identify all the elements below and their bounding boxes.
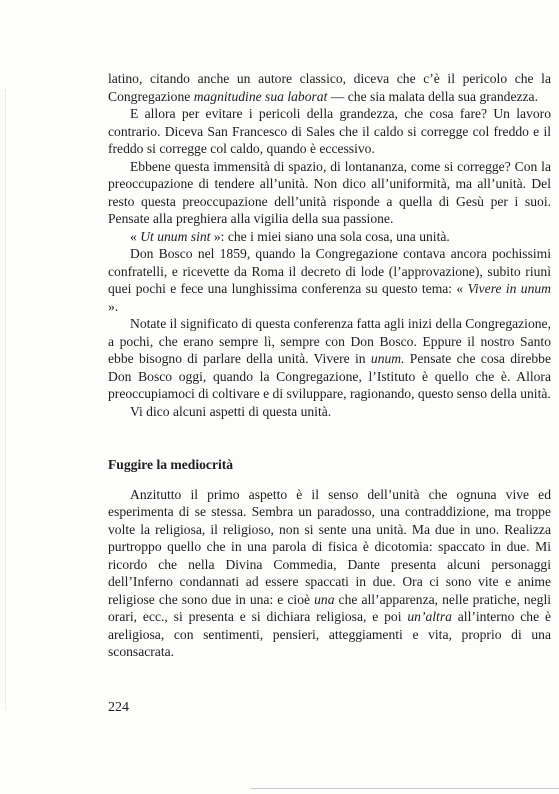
text-run: ». xyxy=(108,298,119,314)
text-run: che all’apparenza, nelle pratiche, negli orari, ecc., si presenta e si dichiara religiosa, e poi xyxy=(108,591,551,624)
text-run: Ebbene questa immensità di spazio, di lontananza, come si corregge? Con la preoccupazione di tendere all’unità. Non dico all’uniformità, ma all’unità. Del resto questa preoccupazione dell’unità risponde a quella di Gesù per i suoi. Pensate alla preghiera alla vigilia della sua passione. xyxy=(108,158,551,226)
text-run: latino, citando anche un autore classico, diceva che c’è il pericolo che la Congregazione xyxy=(108,71,551,104)
italic-phrase: magnitudine sua laborat xyxy=(193,88,328,104)
paragraph xyxy=(108,70,551,105)
bottom-scan-edge xyxy=(250,788,559,789)
text-block-top xyxy=(108,70,551,420)
paragraph xyxy=(108,158,551,228)
text-run: Anzitutto il primo aspetto è il senso dell’unità che ognuna vive ed esperimenta di se stessa. Sembra un paradosso, una contraddizione, ma troppe volte la religiosa, il religioso, non si sente una unità. Ma due in uno. Realizza purtroppo quello che in una parola di fisica è dicotomia: spaccato in due. Mi ricordo che nella Divina Commedia, Dante presenta alcuni personaggi dell’Inferno condannati ad essere spaccati in due. Ora ci sono vite e anime religiose che sono due in una: e cioè xyxy=(108,486,551,607)
text-run: Don Bosco nel 1859, quando la Congregazione contava ancora pochissimi confratelli, e ricevette da Roma il decreto di lode (l’approvazione), subito riunì quei pochi e fece una lunghissima conferenza su questo tema: « xyxy=(108,246,551,296)
binding-edge-shadow xyxy=(5,90,7,710)
italic-phrase: una xyxy=(314,591,335,607)
text-run: Notate il significato di questa conferenza fatta agli inizi della Congregazione, a pochi, che erano sempre lì, sempre con Don Bosco. Eppure il nostro Santo ebbe bisogno di parlare della unità. Vivere in xyxy=(108,316,551,366)
italic-phrase: unum. xyxy=(370,351,405,366)
text-block-bottom xyxy=(108,486,551,661)
page-body xyxy=(108,70,551,661)
text-run: — che sia malata della sua grandezza. xyxy=(327,88,538,104)
text-run: « xyxy=(130,228,141,244)
paragraph xyxy=(108,403,551,421)
text-run: all’interno che è areligiosa, con sentimenti, pensieri, atteggiamenti e vita, proprio di una sconsacrata. xyxy=(108,609,551,659)
section-heading: Fuggire la mediocrità xyxy=(108,457,234,472)
paragraph xyxy=(108,315,551,403)
page-number: 224 xyxy=(108,700,129,715)
text-run: »: che i miei siano una sola cosa, una unità. xyxy=(210,228,450,244)
text-run: E allora per evitare i pericoli della grandezza, che cosa fare? Un lavoro contrario. Diceva San Francesco di Sales che il caldo si corregge col freddo e il freddo si corregge col caldo, quando è eccessivo. xyxy=(108,106,551,156)
paragraph xyxy=(108,245,551,315)
italic-phrase: Vivere in unum xyxy=(467,281,551,296)
text-run: Vi dico alcuni aspetti di questa unità. xyxy=(130,403,332,419)
paragraph xyxy=(108,105,551,158)
paragraph xyxy=(108,486,551,661)
text-run: Pensate che cosa direbbe Don Bosco oggi, quando la Congregazione, l’Istituto è quello che è. Allora preoccupiamoci di coltivare e di sviluppare, ragionando, questo senso della unità. xyxy=(108,351,551,401)
paragraph xyxy=(108,228,551,246)
italic-phrase: un’altra xyxy=(407,609,452,624)
italic-phrase: Ut unum sint xyxy=(140,228,211,244)
